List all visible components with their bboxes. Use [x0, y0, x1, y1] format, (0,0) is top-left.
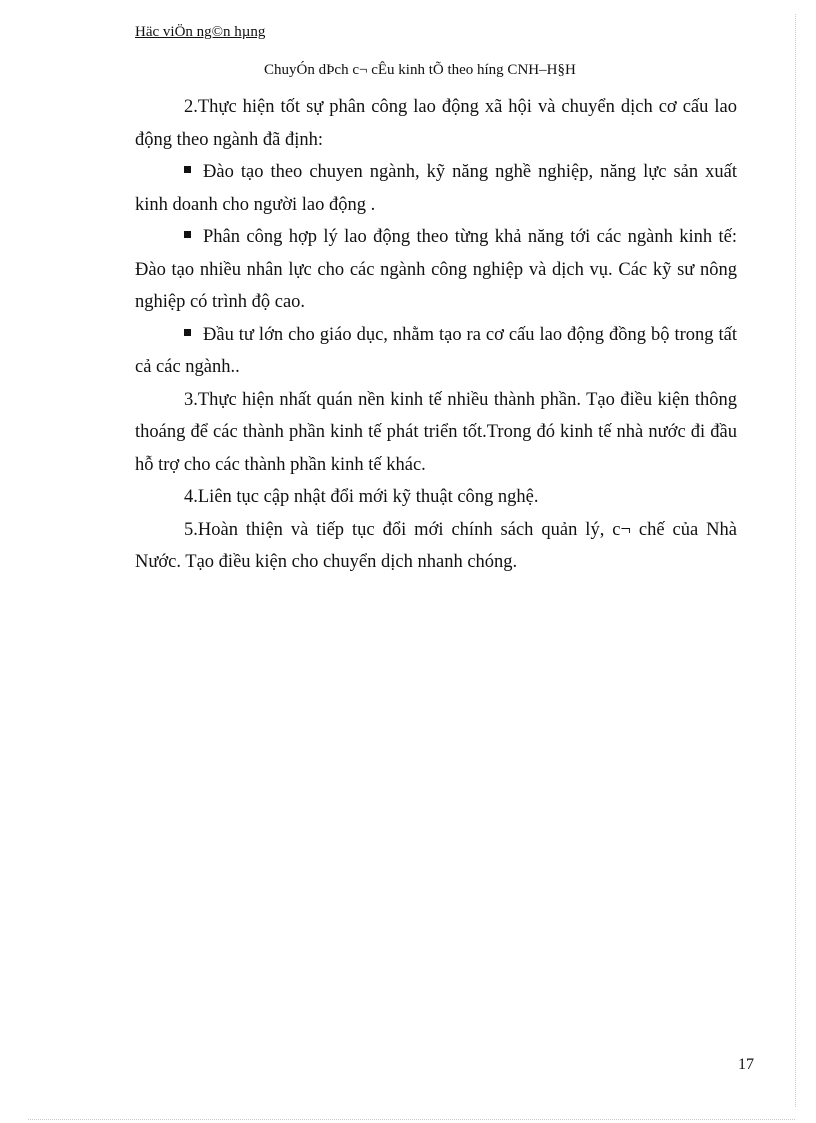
bullet-item	[135, 319, 737, 384]
paragraph-point-5	[135, 514, 737, 579]
paragraph-text: 5.Hoàn thiện và tiếp tục đổi mới chính sách quản lý, c¬ chế của Nhà Nước. Tạo điều kiện cho chuyển dịch nhanh chóng.	[135, 519, 737, 572]
paragraph-text: 4.Liên tục cập nhật đổi mới kỹ thuật công nghệ.	[184, 487, 539, 507]
paragraph-point-2	[135, 91, 737, 156]
page-border-right	[795, 14, 796, 1107]
bullet-square-icon	[184, 329, 191, 336]
bullet-item	[135, 221, 737, 319]
bullet-square-icon	[184, 231, 191, 238]
paragraph-point-3	[135, 384, 737, 482]
paragraph-text: 3.Thực hiện nhất quán nền kinh tế nhiều thành phần. Tạo điều kiện thông thoáng để các thành phần kinh tế phát triển tốt.Trong đó kinh tế nhà nước đi đầu hỗ trợ cho các thành phần kinh tế khác.	[135, 389, 737, 475]
bullet-text: Đào tạo theo chuyen ngành, kỹ năng nghề nghiệp, năng lực sản xuất kinh doanh cho người lao động .	[135, 162, 737, 215]
running-header: Häc viÖn ng©n hµng	[135, 24, 266, 40]
body-text	[135, 91, 737, 579]
bullet-text: Phân công hợp lý lao động theo từng khả năng tới các ngành kinh tế: Đào tạo nhiều nhân lực cho các ngành công nghiệp và dịch vụ. Các kỹ sư nông nghiệp có trình độ cao.	[135, 227, 737, 312]
bullet-square-icon	[184, 166, 191, 173]
page-number: 17	[738, 1056, 754, 1073]
page-border-bottom	[28, 1119, 795, 1120]
bullet-text: Đầu tư lớn cho giáo dục, nhằm tạo ra cơ cấu lao động đồng bộ trong tất cả các ngành..	[135, 324, 737, 377]
bullet-item	[135, 156, 737, 221]
paragraph-text: 2.Thực hiện tốt sự phân công lao động xã hội và chuyển dịch cơ cấu lao động theo ngành đã định:	[135, 97, 737, 150]
document-subtitle: ChuyÓn dÞch c¬ cÊu kinh tÕ theo híng CNH–H§H	[264, 62, 576, 78]
paragraph-point-4	[135, 481, 737, 514]
